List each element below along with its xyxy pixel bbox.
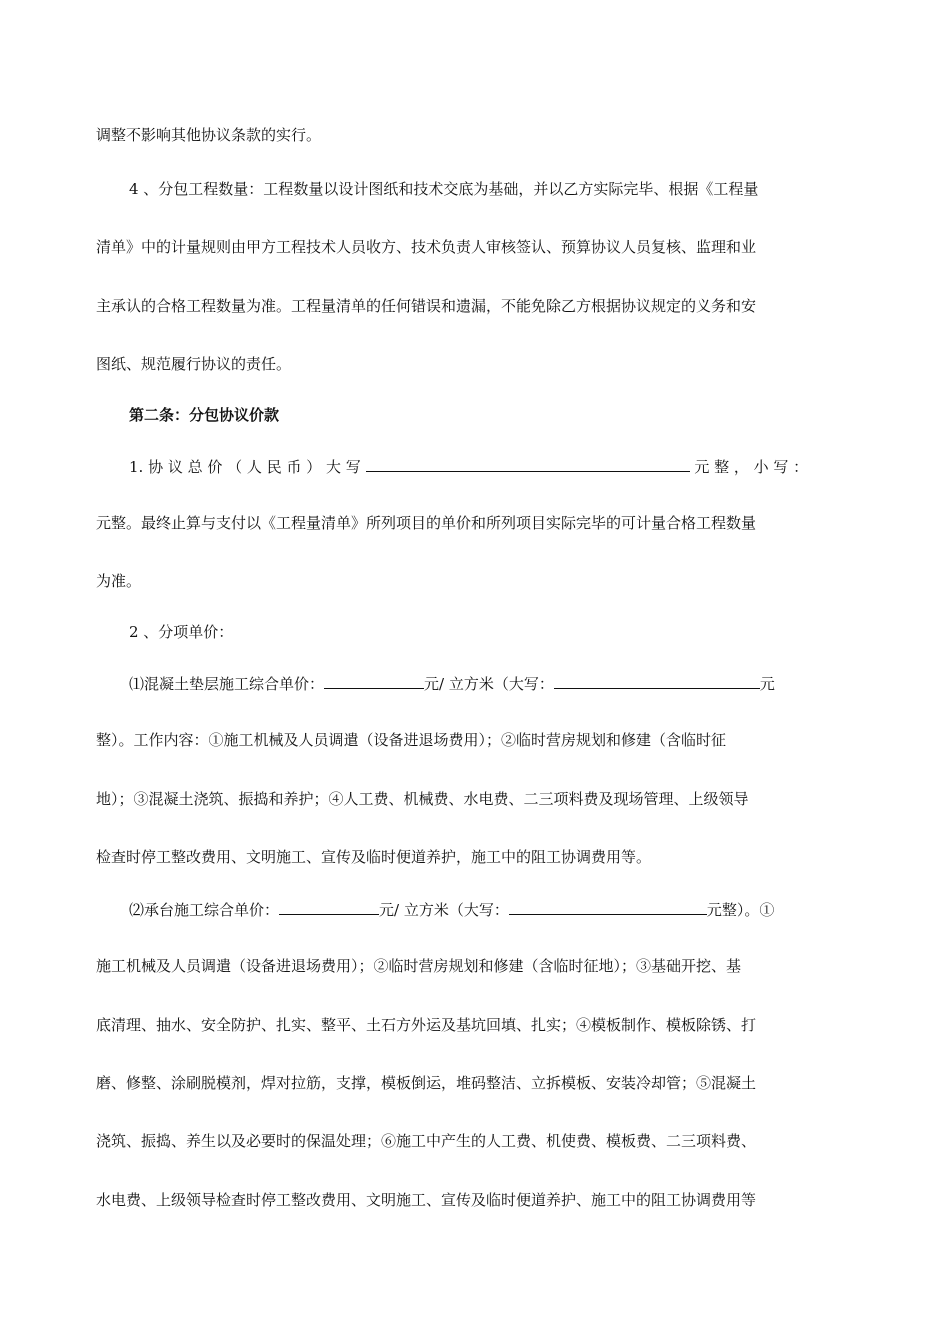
section-heading: 第二条：分包协议价款 xyxy=(129,406,280,424)
paragraph-line: 4 、分包工程数量：工程数量以设计图纸和技术交底为基础，并以乙方实际完毕、根据《工程量 xyxy=(129,180,759,198)
paragraph-line: 磨、修整、涂刷脱模剂，焊对拉筋，支撑，模板倒运，堆码整洁、立拆模板、安装冷却管；⑤混凝土 xyxy=(96,1074,757,1092)
paragraph-text: 元/ 立方米（大写： xyxy=(424,675,554,693)
paragraph-line: 清单》中的计量规则由甲方工程技术人员收方、技术负责人审核签认、预算协议人员复核、监理和业 xyxy=(96,238,757,256)
paragraph-line: 整）。工作内容：①施工机械及人员调遣（设备进退场费用）；②临时营房规划和修建（含临时征 xyxy=(96,731,727,749)
paragraph-line: 调整不影响其他协议条款的实行。 xyxy=(96,126,322,144)
paragraph-line: 2 、分项单价： xyxy=(129,623,234,641)
paragraph-line: 主承认的合格工程数量为准。工程量清单的任何错误和遗漏，不能免除乙方根据协议规定的义务和安 xyxy=(96,297,757,315)
paragraph-text: 元 xyxy=(759,675,775,693)
paragraph-line: 水电费、上级领导检查时停工整改费用、文明施工、宣传及临时便道养护、施工中的阻工协调费用等 xyxy=(96,1191,757,1209)
paragraph-text: 1. 协 议 总 价 （ 人 民 币 ） 大 写 xyxy=(129,458,361,476)
paragraph-line: 为准。 xyxy=(96,572,142,590)
unit-price-line xyxy=(129,898,836,920)
amount-blank xyxy=(509,898,707,915)
amount-blank xyxy=(554,672,760,689)
paragraph-text: ⑵承台施工综合单价： xyxy=(129,901,280,919)
paragraph-text: ⑴混凝土垫层施工综合单价： xyxy=(129,675,325,693)
unit-price-line xyxy=(129,672,836,694)
price-total-line xyxy=(129,455,836,477)
paragraph-text: 元/ 立方米（大写： xyxy=(379,901,509,919)
paragraph-text: 元 整 ， 小 写 ： xyxy=(694,458,809,476)
paragraph-text: 元整）。① xyxy=(706,901,775,919)
amount-blank xyxy=(366,455,690,472)
paragraph-line: 施工机械及人员调遣（设备进退场费用）；②临时营房规划和修建（含临时征地）；③基础开挖、基 xyxy=(96,957,742,975)
paragraph-line: 图纸、规范履行协议的责任。 xyxy=(96,355,292,373)
paragraph-line: 元整。最终止算与支付以《工程量清单》所列项目的单价和所列项目实际完毕的可计量合格工程数量 xyxy=(96,514,757,532)
paragraph-line: 检查时停工整改费用、文明施工、宣传及临时便道养护，施工中的阻工协调费用等。 xyxy=(96,848,652,866)
amount-blank xyxy=(279,898,379,915)
amount-blank xyxy=(324,672,424,689)
paragraph-line: 地）；③混凝土浇筑、振捣和养护；④人工费、机械费、水电费、二三项料费及现场管理、上级领导 xyxy=(96,790,749,808)
paragraph-line: 底清理、抽水、安全防护、扎实、整平、土石方外运及基坑回填、扎实；④模板制作、模板除锈、打 xyxy=(96,1016,757,1034)
paragraph-line: 浇筑、振捣、养生以及必要时的保温处理；⑥施工中产生的人工费、机使费、模板费、二三项料费、 xyxy=(96,1132,757,1150)
